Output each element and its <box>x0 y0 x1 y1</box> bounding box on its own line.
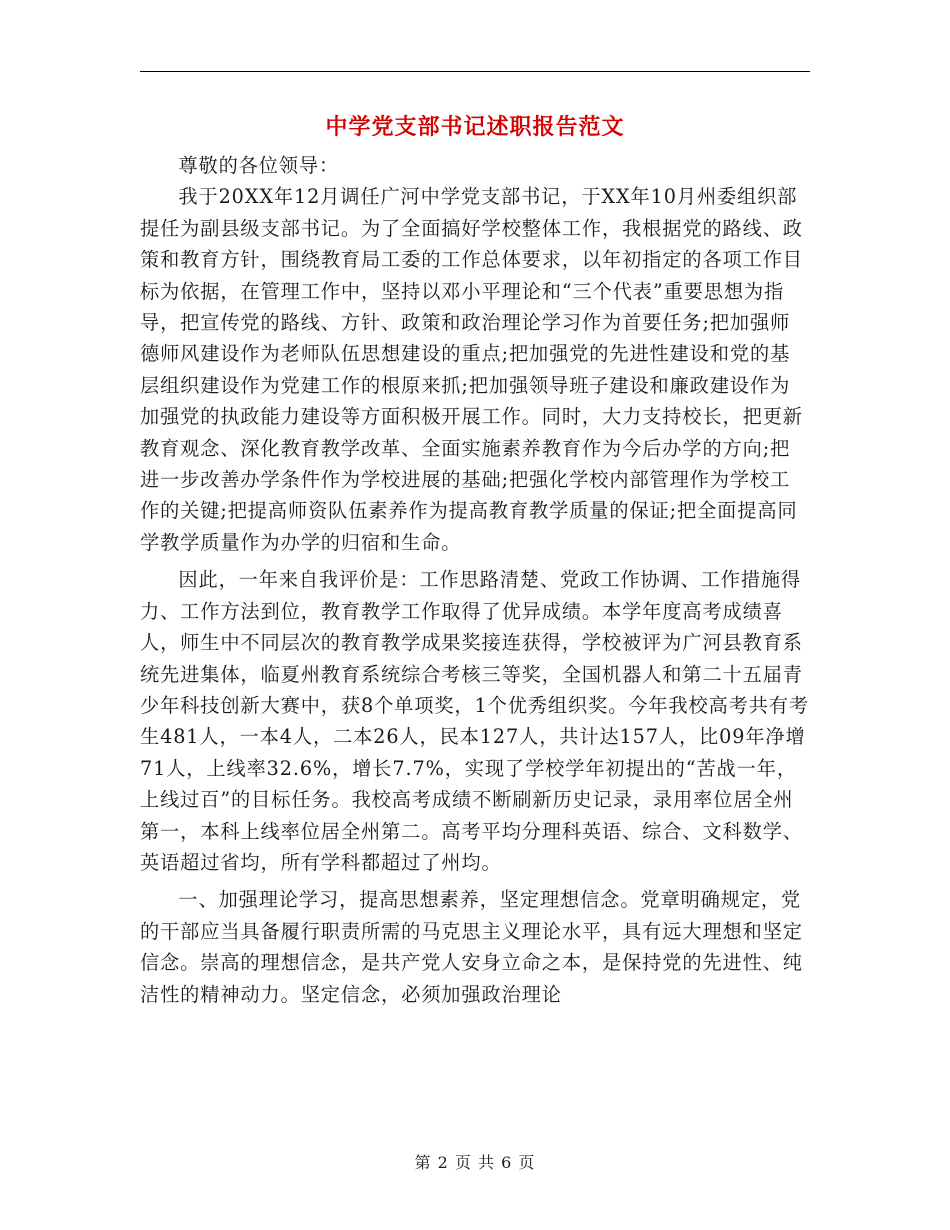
self-evaluation-paragraph: 因此，一年来自我评价是：工作思路清楚、党政工作协调、工作措施得力、工作方法到位，教育教学工作取得了优异成绩。本学年度高考成绩喜人，师生中不同层次的教育教学成果奖接连获得，学校被评为广河县教育系统先进集体，临夏州教育系统综合考核三等奖，全国机器人和第二十五届青少年科技创新大赛中，获8个单项奖，1个优秀组织奖。今年我校高考共有考生481人，一本4人，二本26人，民本127人，共计达157人，比09年净增71人，上线率32.6%，增长7.7%，实现了学校学年初提出的“苦战一年，上线过百”的目标任务。我校高考成绩不断刷新历史记录，录用率位居全州第一，本科上线率位居全州第二。高考平均分理科英语、综合、文科数学、英语超过省均，所有学科都超过了州均。 <box>140 568 810 874</box>
document-body <box>140 150 810 1010</box>
document-title: 中学党支部书记述职报告范文 <box>325 114 625 140</box>
page-number-footer: 第 2 页 共 6 页 <box>414 1153 536 1172</box>
salutation-paragraph: 尊敬的各位领导： <box>178 154 340 177</box>
header-rule <box>140 71 810 72</box>
intro-paragraph: 我于20XX年12月调任广河中学党支部书记，于XX年10月州委组织部提任为副县级支部书记。为了全面搞好学校整体工作，我根据党的路线、政策和教育方针，围绕教育局工委的工作总体要求，以年初指定的各项工作目标为依据，在管理工作中，坚持以邓小平理论和“三个代表”重要思想为指导，把宣传党的路线、方针、政策和政治理论学习作为首要任务;把加强师德师风建设作为老师队伍思想建设的重点;把加强党的先进性建设和党的基层组织建设作为党建工作的根原来抓;把加强领导班子建设和廉政建设作为加强党的执政能力建设等方面积极开展工作。同时，大力支持校长，把更新教育观念、深化教育教学改革、全面实施素养教育作为今后办学的方向;把进一步改善办学条件作为学校进展的基础;把强化学校内部管理作为学校工作的关键;把提高师资队伍素养作为提高教育教学质量的保证;把全面提高同学教学质量作为办学的归宿和生命。 <box>140 185 803 554</box>
section-one-paragraph: 一、加强理论学习，提高思想素养，坚定理想信念。党章明确规定，党的干部应当具备履行职责所需的马克思主义理论水平，具有远大理想和坚定信念。崇高的理想信念，是共产党人安身立命之本，是保持党的先进性、纯洁性的精神动力。坚定信念，必须加强政治理论 <box>140 888 803 1006</box>
